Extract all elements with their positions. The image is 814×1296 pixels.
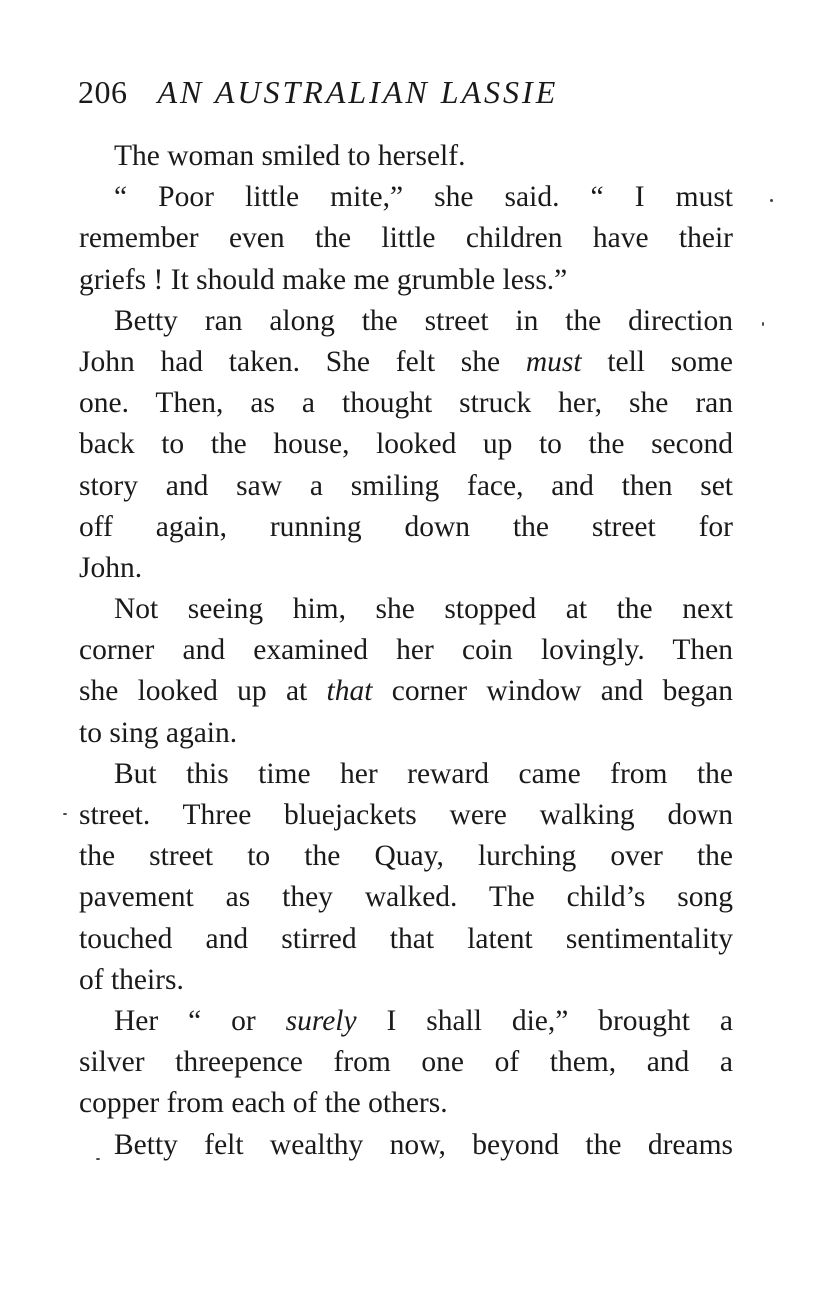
text-segment: Not seeing him, she stopped at the next	[114, 593, 733, 626]
italic-text: must	[525, 345, 582, 378]
text-line	[79, 383, 733, 424]
text-segment: street. Three bluejackets were walking down	[79, 799, 733, 831]
text-segment: touched and stirred that latent sentimentality	[79, 922, 733, 955]
text-line	[79, 218, 733, 259]
text-line	[79, 1001, 733, 1042]
text-segment: griefs ! It should make me grumble less.”	[79, 263, 568, 296]
page-number: 206	[78, 74, 128, 110]
text-line	[79, 1042, 733, 1083]
text-segment: The woman smiled to herself.	[114, 140, 466, 172]
text-segment: John.	[79, 551, 143, 584]
scan-speck	[63, 813, 67, 815]
text-line	[79, 630, 733, 671]
text-segment: remember even the little children have their	[79, 222, 733, 255]
text-segment: off again, running down the street for	[79, 510, 733, 543]
text-segment: John had taken. She felt she	[79, 345, 526, 378]
italic-text: that	[326, 675, 373, 708]
italic-text: surely	[285, 1004, 357, 1037]
text-line	[79, 260, 733, 301]
text-segment: Her “ or	[114, 1004, 286, 1037]
scan-speck	[762, 322, 764, 326]
page-header	[78, 72, 738, 112]
text-segment: back to the house, looked up to the second	[79, 428, 733, 461]
text-line	[79, 713, 733, 754]
text-segment: Betty felt wealthy now, beyond the dreams	[114, 1128, 733, 1161]
text-segment: Betty ran along the street in the direction	[114, 304, 733, 337]
text-line	[79, 548, 733, 589]
text-segment: But this time her reward came from the	[114, 757, 733, 790]
text-line	[79, 960, 733, 1001]
text-line	[79, 177, 733, 218]
text-line	[79, 1083, 733, 1124]
text-segment: “ Poor little mite,” she said. “ I must	[114, 181, 733, 214]
text-line	[79, 795, 733, 836]
text-line	[79, 877, 733, 918]
running-title: AN AUSTRALIAN LASSIE	[157, 74, 559, 110]
text-segment: of theirs.	[79, 963, 184, 996]
text-line	[79, 136, 733, 177]
text-line	[79, 507, 733, 548]
text-line	[79, 466, 733, 507]
text-segment: the street to the Quay, lurching over the	[79, 840, 733, 873]
text-line	[79, 342, 733, 383]
scan-speck	[96, 1158, 100, 1160]
text-line	[79, 671, 733, 712]
text-segment: copper from each of the others.	[79, 1087, 448, 1120]
text-segment: silver threepence from one of them, and a	[79, 1046, 733, 1079]
text-line	[79, 301, 733, 342]
text-line	[79, 589, 733, 630]
text-line	[79, 919, 733, 960]
text-line	[79, 424, 733, 465]
text-line	[79, 754, 733, 795]
scan-speck	[770, 199, 773, 202]
text-segment: to sing again.	[79, 716, 238, 749]
text-segment: corner window and began	[372, 675, 734, 708]
text-segment: story and saw a smiling face, and then set	[79, 469, 733, 502]
text-segment: corner and examined her coin lovingly. Then	[79, 634, 733, 667]
text-segment: tell some	[581, 345, 734, 378]
text-segment: she looked up at	[79, 675, 327, 708]
text-line	[79, 1125, 733, 1166]
text-segment: I shall die,” brought a	[356, 1004, 733, 1037]
text-line	[79, 836, 733, 877]
text-segment: one. Then, as a thought struck her, she ran	[79, 387, 733, 420]
body-text	[79, 136, 733, 1166]
text-segment: pavement as they walked. The child’s song	[79, 881, 733, 914]
